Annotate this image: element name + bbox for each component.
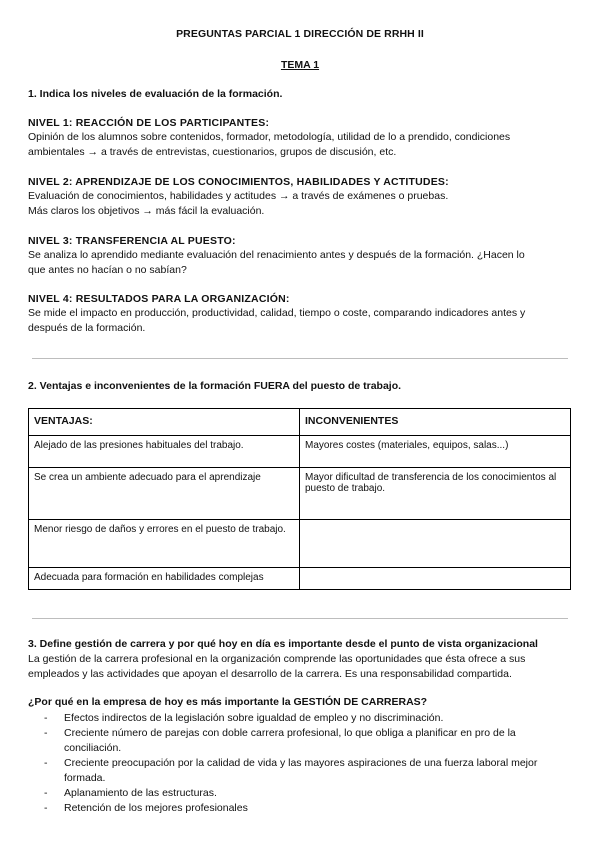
level-4-heading: NIVEL 4: RESULTADOS PARA LA ORGANIZACIÓN: <box>28 293 290 305</box>
table-cell <box>300 520 571 568</box>
table-header-ventajas: VENTAJAS: <box>29 409 300 436</box>
list-item: - Creciente preocupación por la calidad de vida y las mayores aspiraciones de una fuerza laboral mejor formada. <box>44 757 538 784</box>
table-cell: Mayor dificultad de transferencia de los conocimientos al puesto de trabajo. <box>300 468 571 520</box>
table-cell <box>300 568 571 590</box>
bullet-dash: - <box>44 712 48 724</box>
level-1-heading: NIVEL 1: REACCIÓN DE LOS PARTICIPANTES: <box>28 117 270 129</box>
table-cell: Se crea un ambiente adecuado para el aprendizaje <box>29 468 300 520</box>
list-item: - Aplanamiento de las estructuras. <box>44 787 217 799</box>
level-2-heading: NIVEL 2: APRENDIZAJE DE LOS CONOCIMIENTOS, HABILIDADES Y ACTITUDES: <box>28 176 449 188</box>
tema-heading: TEMA 1 <box>280 59 320 71</box>
document-title: PREGUNTAS PARCIAL 1 DIRECCIÓN DE RRHH II <box>176 28 424 40</box>
bullet-dash: - <box>44 757 48 769</box>
table-cell: Mayores costes (materiales, equipos, salas...) <box>300 436 571 468</box>
level-3-text: Se analiza lo aprendido mediante evaluación del renacimiento antes y después de la formación. ¿Hacen lo que antes no hacían o no sabían? <box>28 249 525 276</box>
level-2-text: Evaluación de conocimientos, habilidades y actitudes → a través de exámenes o pruebas. Más claros los objetivos → más fácil la evaluación. <box>28 190 449 217</box>
question-3-heading: 3. Define gestión de carrera y por qué hoy en día es importante desde el punto de vista organizacional <box>28 638 538 650</box>
career-importance-subheading: ¿Por qué en la empresa de hoy es más importante la GESTIÓN DE CARRERAS? <box>28 696 428 708</box>
bullet-dash: - <box>44 802 48 814</box>
level-4-text: Se mide el impacto en producción, productividad, calidad, tiempo o coste, comparando indicadores antes y después de la formación. <box>28 307 526 334</box>
section-divider <box>32 618 568 619</box>
table-cell: Adecuada para formación en habilidades complejas <box>29 568 300 590</box>
bullet-dash: - <box>44 727 48 739</box>
list-item: - Retención de los mejores profesionales <box>44 802 248 814</box>
table-row <box>29 568 571 590</box>
advantages-table <box>28 408 571 590</box>
career-definition-text: La gestión de la carrera profesional en la organización comprende las oportunidades que ésta ofrece a sus empleados y las actividades que apoyan el desarrollo de la carrera. Es una responsabilidad compartida. <box>28 653 526 680</box>
bullet-dash: - <box>44 787 48 799</box>
question-1-heading: 1. Indica los niveles de evaluación de la formación. <box>28 88 283 100</box>
career-reasons-list <box>44 711 574 816</box>
table-header-inconvenientes: INCONVENIENTES <box>300 409 571 436</box>
level-3-heading: NIVEL 3: TRANSFERENCIA AL PUESTO: <box>28 235 236 247</box>
level-1-text: Opinión de los alumnos sobre contenidos, formador, metodología, utilidad de lo a prendido, condiciones ambientales → a través de entrevistas, cuestionarios, grupos de discusión, etc. <box>28 131 511 158</box>
question-2-heading: 2. Ventajas e inconvenientes de la formación FUERA del puesto de trabajo. <box>28 380 402 392</box>
list-item: - Creciente número de parejas con doble carrera profesional, lo que obliga a planificar en pro de la conciliación. <box>44 727 516 754</box>
list-item: - Efectos indirectos de la legislación sobre igualdad de empleo y no discriminación. <box>44 712 444 724</box>
table-cell: Menor riesgo de daños y errores en el puesto de trabajo. <box>29 520 300 568</box>
table-cell: Alejado de las presiones habituales del trabajo. <box>29 436 300 468</box>
table-header-row <box>29 409 571 436</box>
table-row <box>29 436 571 468</box>
table-row <box>29 468 571 520</box>
section-divider <box>32 358 568 359</box>
table-row <box>29 520 571 568</box>
